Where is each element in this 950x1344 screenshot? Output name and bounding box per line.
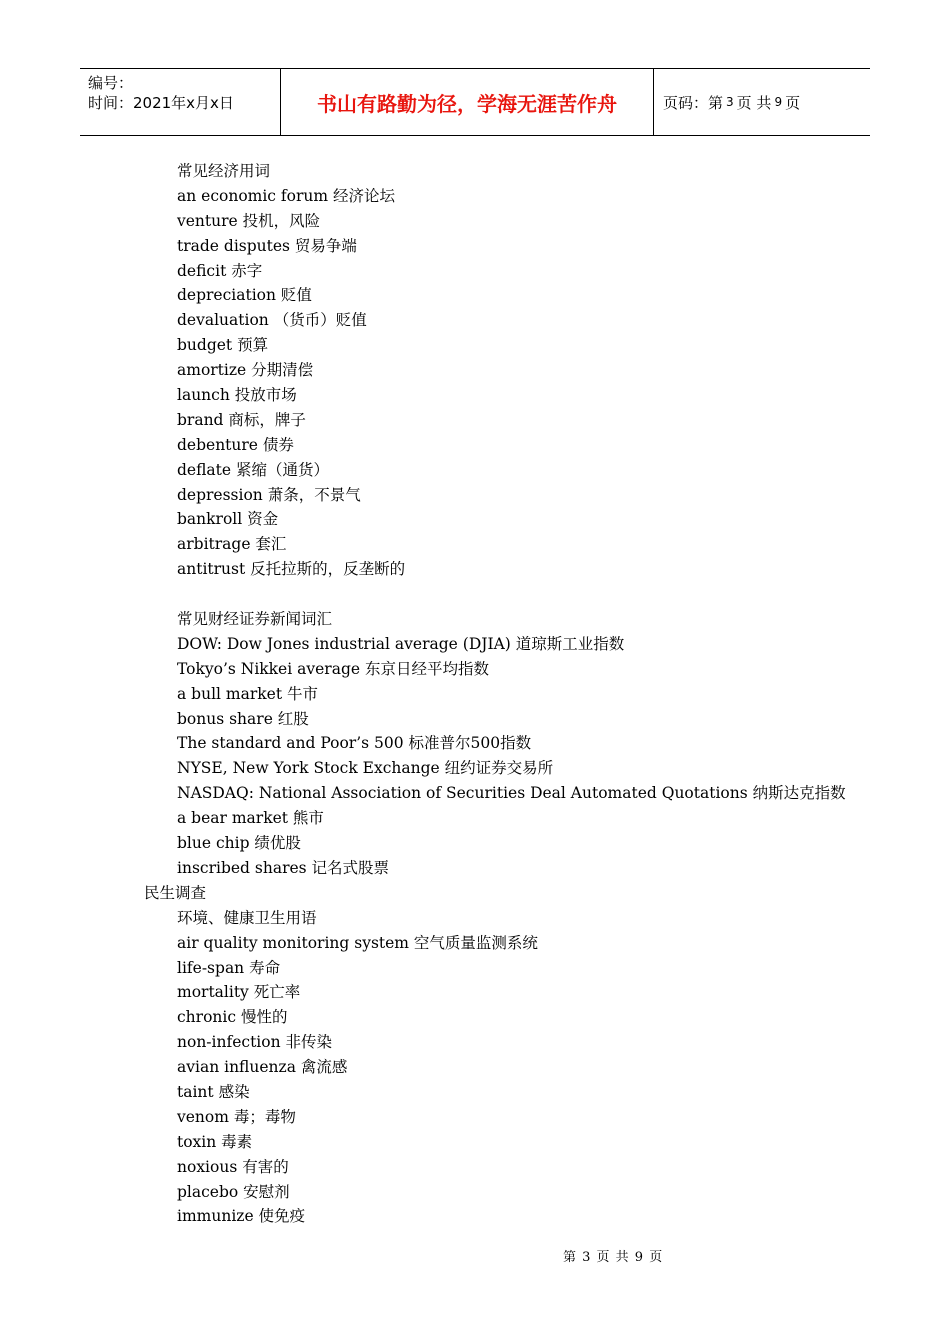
vocab-line: avian influenza 禽流感 [177,1058,348,1077]
vocab-line: mortality 死亡率 [177,983,301,1002]
vocab-line: budget 预算 [177,336,269,355]
page-total: 9 [774,95,783,109]
vocab-line: 环境、健康卫生用语 [177,908,317,927]
vocab-line: bonus share 红股 [177,709,309,728]
vocab-line: venom 毒；毒物 [177,1107,296,1126]
page-suffix: 页 [785,93,801,112]
vocab-line: debenture 债券 [177,435,294,454]
vocab-line: venture 投机，风险 [177,211,321,230]
vocab-line: 常见经济用词 [177,162,271,180]
vocab-line: arbitrage 套汇 [177,535,287,554]
vocab-line: bankroll 资金 [177,510,279,529]
header-page-number [654,69,870,135]
vocab-line: depreciation 贬值 [177,286,312,305]
vocab-line: DOW: Dow Jones industrial average (DJIA) 道琼斯工业指数 [177,634,625,653]
vocab-line: devaluation （货币）贬值 [177,311,367,330]
vocab-line: toxin 毒素 [177,1132,253,1151]
vocab-line: air quality monitoring system 空气质量监测系统 [177,933,538,952]
vocab-line: amortize 分期清偿 [177,361,314,380]
document-body [0,159,950,1229]
vocab-line: 常见财经证券新闻词汇 [177,610,333,629]
vocab-line: brand 商标，牌子 [177,410,306,429]
page-mid: 页 共 [736,93,772,112]
header-date-label: 时间：2021年x月x日 [88,94,234,112]
blank-line [0,582,950,607]
vocab-line: inscribed shares 记名式股票 [177,858,390,877]
vocab-line: a bear market 熊市 [177,809,324,828]
vocab-line: antitrust 反托拉斯的，反垄断的 [177,560,406,579]
vocab-line: placebo 安慰剂 [177,1182,290,1201]
vocab-line: The standard and Poor’s 500 标准普尔500指数 [177,734,532,753]
page-current: 3 [726,95,734,109]
vocab-line: launch 投放市场 [177,386,297,405]
vocab-line: non-infection 非传染 [177,1033,332,1052]
vocab-line: depression 萧条，不景气 [177,485,361,504]
header-number-label: 编号： [88,74,134,92]
page-prefix: 页码：第 [663,93,724,112]
vocab-line: chronic 慢性的 [177,1008,288,1027]
vocab-line: deficit 赤字 [177,261,263,280]
vocab-line: taint 感染 [177,1082,250,1101]
vocab-line: life-span 寿命 [177,958,281,977]
vocab-line: noxious 有害的 [177,1157,289,1176]
vocab-line: NYSE, New York Stock Exchange 纽约证券交易所 [177,759,554,778]
vocab-line: NASDAQ: National Association of Securities Deal Automated Quotations 纳斯达克指数 [177,784,846,803]
section-heading: 民生调查 [144,883,207,902]
vocab-line: an economic forum 经济论坛 [177,186,395,205]
vocab-line: a bull market 牛市 [177,684,318,703]
page-header [80,68,870,136]
vocab-line: blue chip 绩优股 [177,834,301,853]
vocab-line: Tokyo’s Nikkei average 东京日经平均指数 [177,659,489,678]
header-meta [80,69,281,135]
vocab-line: immunize 使免疫 [177,1207,306,1226]
vocab-line: deflate 紧缩（通货） [177,460,330,479]
header-motto: 书山有路勤为径，学海无涯苦作舟 [281,69,654,135]
vocab-line: trade disputes 贸易争端 [177,236,357,255]
footer-page-number: 第 3 页 共 9 页 [563,1250,664,1265]
